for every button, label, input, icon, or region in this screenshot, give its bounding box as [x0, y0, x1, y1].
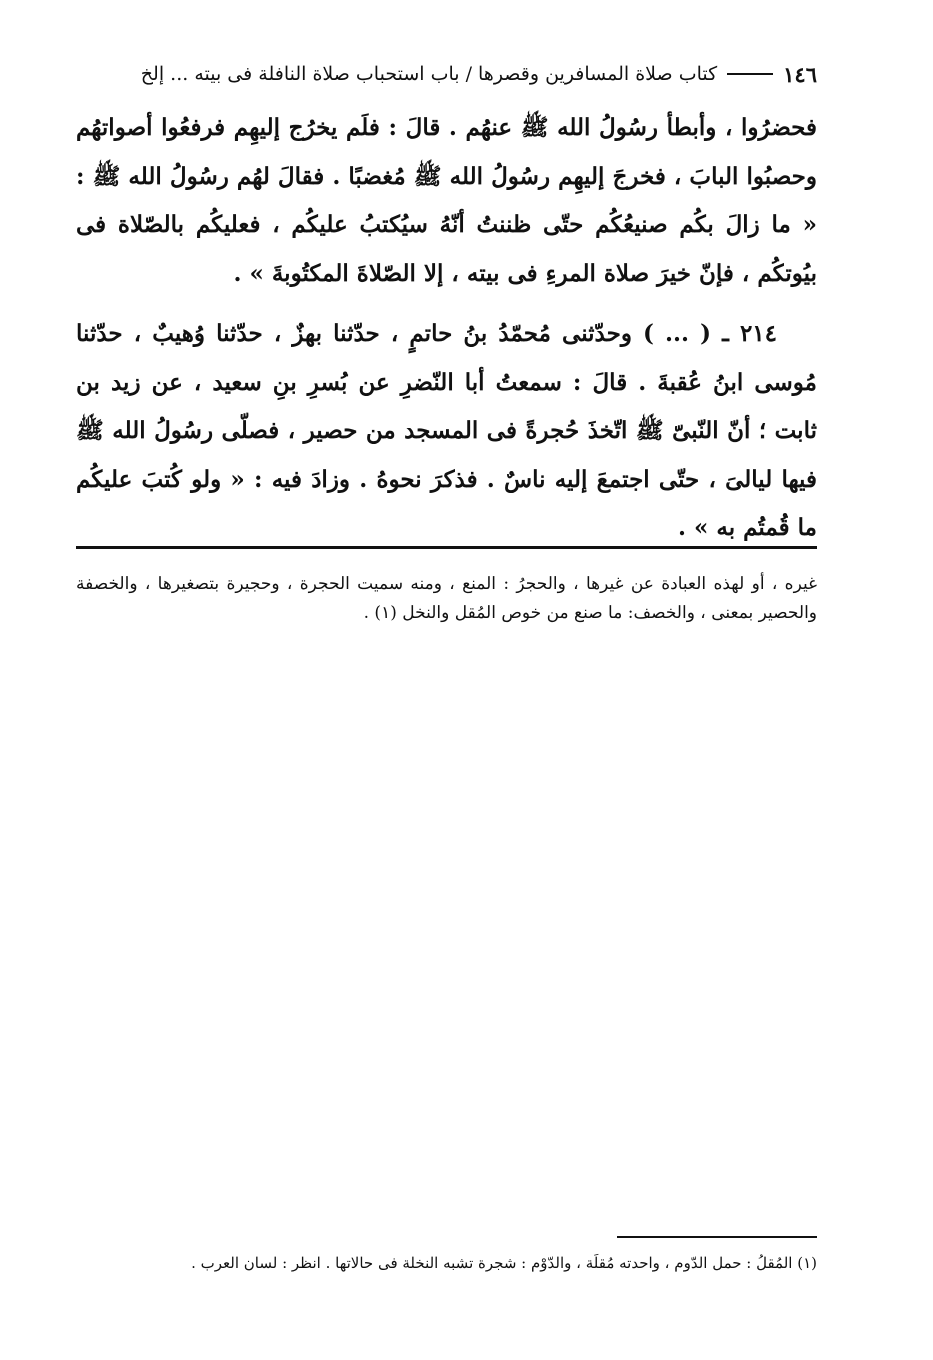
hadith-text: ( ... ) وحدّثنى مُحمّدُ بنُ حاتمٍ ، حدّثنا بهزٌ ، حدّثنا وُهيبٌ ، حدّثنا مُوسى ابنُ عُقبةَ . قالَ : سمعتُ أبا النّضرِ عن بُسرِ بنِ سعيد ، عن زيد بن ثابت ؛ أنّ النّبىّ ﷺ اتّخذَ حُجرةً فى المسجد من حصير ، فصلّى رسُولُ الله ﷺ فيها ليالىَ ، حتّى اجتمعَ إليه ناسٌ . فذكرَ نحوهُ . وزادَ فيه : « ولو كُتبَ عليكُم ما قُمتُم به » .	[76, 320, 817, 541]
footnote-rule	[617, 1236, 817, 1238]
commentary-text: غيره ، أو لهذه العبادة عن غيرها ، والحجرُ : المنع ، ومنه سميت الحجرة ، وحجيرة بتصغيرها ، والخصفة والحصير بمعنى ، والخصف: ما صنع من خوص المُقل والنخل (١) .	[76, 574, 817, 623]
page-number: ١٤٦	[783, 61, 817, 87]
continuation-paragraph: فحضرُوا ، وأبطأ رسُولُ الله ﷺ عنهُم . قالَ : فلَم يخرُج إليهِم فرفعُوا أصواتهُم وحصبُوا البابَ ، فخرجَ إليهِم رسُولُ الله ﷺ مُغضبًا . فقالَ لهُم رسُولُ الله ﷺ : « ما زالَ بكُم صنيعُكُم حتّى ظننتُ أنّهُ سيُكتبُ عليكُم ، فعليكُم بالصّلاة فى بيُوتكُم ، فإنّ خيرَ صلاة المرءِ فى بيته ، إلا الصّلاةَ المكتُوبةَ » .	[76, 114, 817, 287]
footnote	[76, 1250, 817, 1276]
commentary-separator	[76, 546, 817, 549]
main-text	[76, 104, 817, 553]
hadith-number: ٢١٤ ـ	[722, 320, 777, 347]
running-head	[74, 54, 817, 94]
commentary	[76, 570, 817, 628]
hadith-paragraph	[76, 310, 817, 553]
running-title: كتاب صلاة المسافرين وقصرها / باب استحباب صلاة النافلة فى بيته ... إلخ	[140, 63, 718, 85]
footnote-text: (١) المُقلُ : حمل الدّوم ، واحدته مُقلَة ، والدّوْم : شجرة تشبه النخلة فى حالاتها . انظر : لسان العرب .	[191, 1254, 817, 1272]
header-dash	[727, 73, 773, 75]
